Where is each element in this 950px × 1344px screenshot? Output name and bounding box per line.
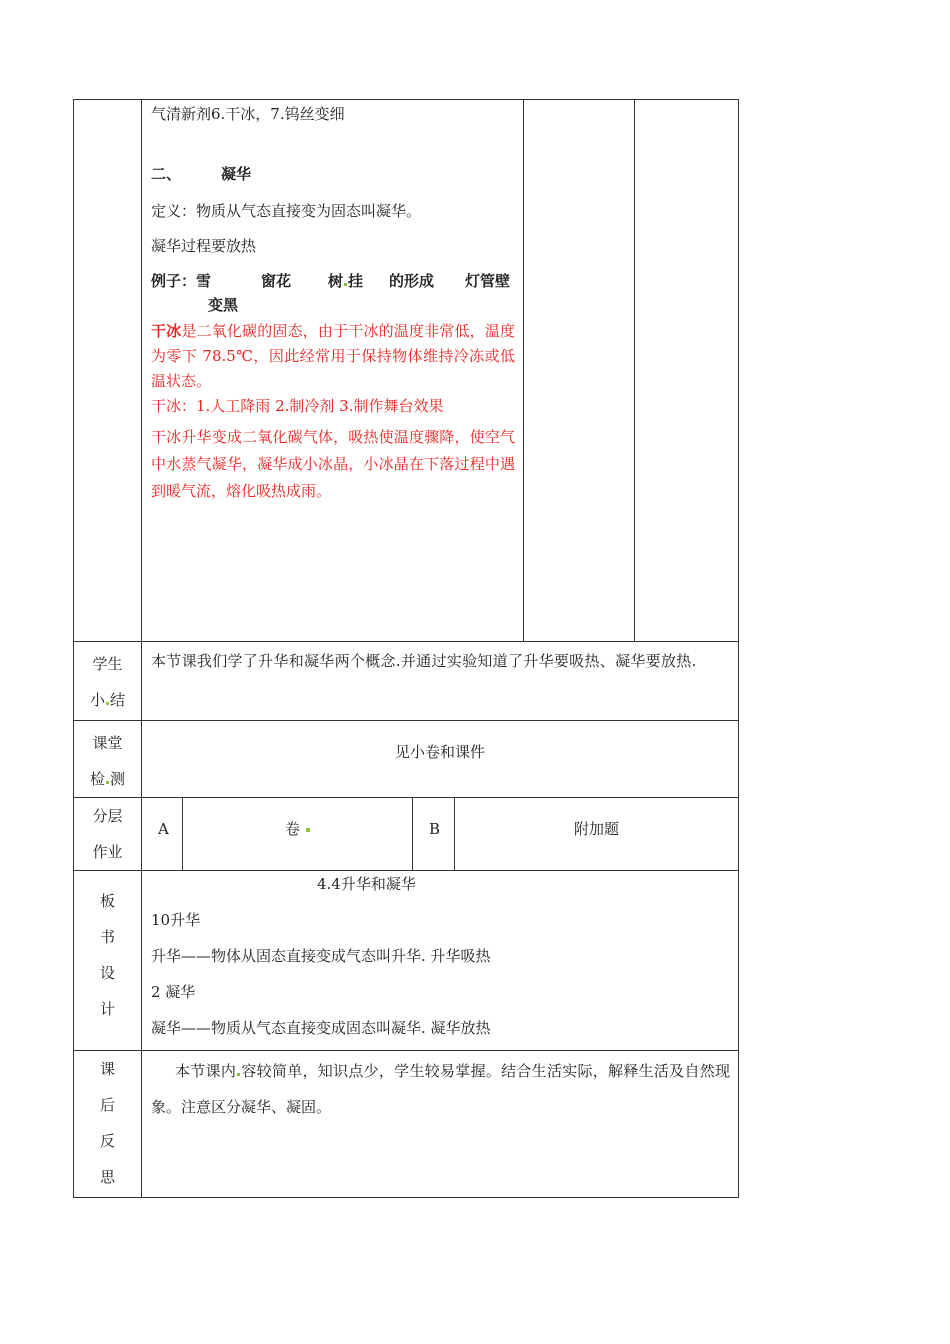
board-row: [74, 871, 739, 1051]
dry-ice-paragraph: 干冰是二氧化碳的固态，由于干冰的温度非常低，温度为零下 78.5℃，因此经常用于保持物体维持冷冻或低温状态。: [151, 322, 516, 390]
reflect-row: [74, 1051, 739, 1198]
check-row: [74, 721, 739, 798]
section-heading: [151, 163, 515, 185]
board-line-1: 10升华: [151, 911, 201, 929]
check-text: 见小卷和课件: [395, 743, 486, 761]
board-title: 4.4升华和凝华: [317, 875, 416, 893]
check-cell: [142, 721, 739, 798]
board-line-3: 2 凝华: [151, 983, 196, 1001]
homework-a-cell: [142, 798, 183, 871]
content-blank-cell-2: [635, 100, 739, 642]
continued-line: 气清新剂6.干冰，7.钨丝变细: [151, 105, 345, 123]
lesson-plan-table: [73, 99, 739, 1198]
dry-ice-term: 干冰: [151, 322, 182, 340]
example-window-frost: 窗花: [261, 272, 292, 290]
board-cell: [142, 871, 739, 1051]
summary-cell: [142, 642, 739, 721]
homework-a-label: A: [158, 820, 169, 838]
reflect-text: 本节课内 容较简单，知识点少，学生较易掌握。结合生活实际，解释生活及自然现象。注意区分凝华、凝固。: [151, 1062, 731, 1116]
homework-b-label: B: [429, 820, 441, 838]
summary-text: 本节课我们学了升华和凝华两个概念.并通过实验知道了升华要吸热、凝华要放热.: [151, 652, 697, 670]
definition-text: 定义：物质从气态直接变为固态叫凝华。: [151, 202, 422, 220]
content-blank-cell-1: [524, 100, 635, 642]
homework-b-cell: [413, 798, 455, 871]
board-line-2: 升华——物体从固态直接变成气态叫升华. 升华吸热: [151, 947, 491, 965]
content-label-cell: [74, 100, 142, 642]
check-label: 课堂 检 测: [74, 721, 142, 798]
homework-b-text: 附加题: [574, 820, 620, 838]
board-line-4: 凝华——物质从气态直接变成固态叫凝华. 凝华放热: [151, 1019, 491, 1037]
section-title: 凝华: [221, 165, 252, 183]
dry-ice-uses: 干冰：1.人工降雨 2.制冷剂 3.制作舞台效果: [151, 397, 444, 415]
examples-line: [151, 270, 515, 318]
content-cell: [142, 100, 524, 642]
reflect-cell: [142, 1051, 739, 1198]
summary-row: [74, 642, 739, 721]
rain-paragraph: 干冰升华变成二氧化碳气体，吸热使温度骤降，使空气中水蒸气凝华，凝华成小冰晶，小冰晶在下落过程中遇到暖气流，熔化吸热成雨。: [151, 428, 516, 500]
homework-b-text-cell: [455, 798, 739, 871]
homework-row: [74, 798, 739, 871]
homework-label: 分层 作业: [74, 798, 142, 871]
example-formation: 的形成: [389, 272, 435, 290]
example-bulb-wall: 灯管壁: [465, 272, 511, 290]
homework-a-text: 卷: [183, 818, 412, 840]
reflect-label: 课 后 反 思: [74, 1051, 142, 1198]
example-blacken: 变黑: [208, 296, 239, 314]
summary-label: 学生 小 结: [74, 642, 142, 721]
homework-a-text-cell: [183, 798, 413, 871]
example-rime: 树 挂: [328, 272, 364, 290]
section-number: 二、: [151, 165, 182, 183]
examples-label: 例子：雪: [151, 272, 212, 290]
content-row: [74, 100, 739, 642]
board-label: 板 书 设 计: [74, 871, 142, 1051]
release-heat-text: 凝华过程要放热: [151, 237, 257, 255]
